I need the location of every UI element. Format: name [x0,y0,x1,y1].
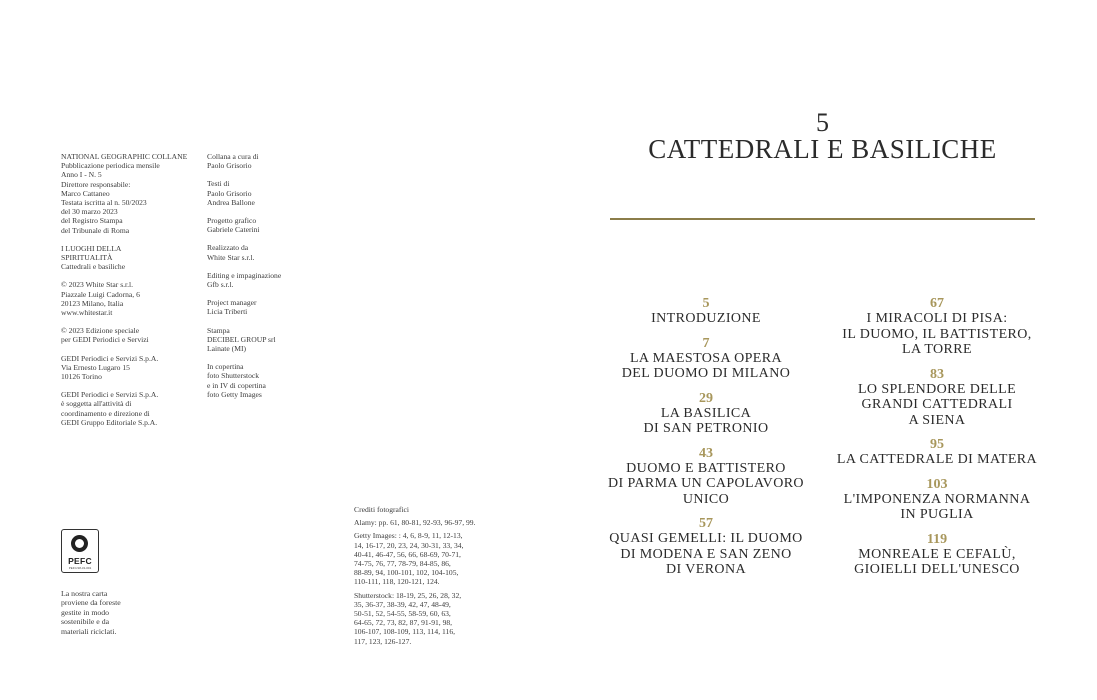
toc-chapter-title: DI VERONA [666,562,746,577]
paper-note-line: materiali riciclati. [61,626,117,636]
toc-chapter-title: DI SAN PETRONIO [643,421,769,436]
imprint-col2-line: Gabriele Caterini [207,225,260,235]
toc-chapter-title: LA BASILICA [660,405,752,421]
toc-chapter-title: A SIENA [908,412,966,428]
credits-line: Getty Images: : 4, 6, 8-9, 11, 12-13, [354,531,463,541]
credits-line: 117, 123, 126-127. [354,636,412,646]
credits-line: 88-89, 94, 100-101, 102, 104-105, [354,568,459,578]
toc-chapter-title: DI MODENA E SAN ZENO [620,546,792,562]
imprint-col1-block [61,152,196,235]
imprint-col1-block [61,390,196,427]
toc-page-number: 119 [926,531,948,547]
pefc-tree-circle-icon [71,535,88,552]
imprint-col1-line: è soggetta all'attività di [61,399,132,409]
imprint-col2-block [207,216,317,234]
toc-entry [601,296,811,327]
credits-block [354,531,494,586]
toc-chapter-title: INTRODUZIONE [651,311,761,326]
credits-line: 110-111, 118, 120-121, 124. [354,577,440,587]
toc-chapter-title: I MIRACOLI DI PISA: [866,311,1008,326]
toc-entry [832,477,1042,523]
imprint-col1-line: Piazzale Luigi Cadorna, 6 [61,289,140,299]
credits-line: Crediti fotografici [354,505,410,514]
imprint-col2-block [207,152,317,170]
imprint-col1-line: GEDI Periodici e Servizi S.p.A. [61,353,159,363]
toc-page-number: 29 [699,390,713,406]
toc-chapter-title: IL DUOMO, IL BATTISTERO, [842,326,1032,342]
toc-chapter-title: LA TORRE [902,342,972,357]
imprint-col1-line: Cattedrali e basiliche [61,262,126,272]
title-divider [610,218,1035,220]
toc-entry [832,367,1042,429]
imprint-col1-line: Via Ernesto Lugaro 15 [61,362,130,372]
toc-page-number: 95 [930,437,944,452]
imprint-col2-line: Paolo Grisorio [207,161,252,171]
credits-line: Shutterstock: 18-19, 25, 26, 28, 32, [354,590,462,600]
imprint-col2-line: Gfb s.r.l. [207,280,234,290]
imprint-col1-block [61,354,196,382]
toc-entry [601,391,811,437]
toc-entry [832,532,1042,578]
paper-note [61,589,161,636]
imprint-col1-line: Marco Cattaneo [61,188,110,198]
credits-line: 74-75, 76, 77, 78-79, 84-85, 86, [354,559,451,569]
credits-block [354,591,494,646]
imprint-col2-block [207,362,317,399]
pefc-logo-label: PEFC [68,556,92,566]
toc-entry [832,437,1042,468]
toc-entry [601,336,811,382]
toc-chapter-title: QUASI GEMELLI: IL DUOMO [609,531,803,546]
toc-entry [601,446,811,508]
credits-line: 106-107, 108-109, 113, 114, 116, [354,627,456,637]
imprint-col1-line: 10126 Torino [61,372,102,382]
imprint-col2-block [207,271,317,289]
imprint-col1-line: GEDI Periodici e Servizi S.p.A. [61,390,159,400]
imprint-col2-block [207,326,317,354]
credits-line: 35, 36-37, 38-39, 42, 47, 48-49, [354,599,451,609]
imprint-col2-line: Project manager [207,298,257,308]
credits-line: 40-41, 46-47, 56, 66, 68-69, 70-71, [354,549,461,559]
imprint-column-2 [207,152,317,408]
paper-note-line: La nostra carta [61,589,108,598]
paper-note-line: proviene da foreste [61,598,121,608]
toc-page-number: 83 [930,366,944,382]
volume-number: 5 [816,108,829,137]
toc-chapter-title: GRANDI CATTEDRALI [861,397,1013,412]
imprint-col1-block [61,280,196,317]
imprint-col1-line: Testata iscritta al n. 50/2023 [61,198,147,208]
toc-chapter-title: LO SPLENDORE DELLE [857,381,1017,397]
imprint-col2-line: Testi di [207,179,230,189]
toc-chapter-title: DEL DUOMO DI MILANO [621,366,791,381]
imprint-col1-line: 20123 Milano, Italia [61,298,124,308]
imprint-col2-line: foto Shutterstock [207,371,260,381]
toc-page-number: 43 [699,445,713,461]
toc-chapter-title: LA CATTEDRALE DI MATERA [836,452,1038,467]
toc-page-number: 57 [699,516,713,531]
toc-chapter-title: LA MAESTOSA OPERA [629,350,783,366]
imprint-col1-line: Direttore responsabile: [61,179,131,189]
imprint-col2-block [207,179,317,207]
imprint-col2-line: White Star s.r.l. [207,252,255,262]
imprint-col1-line: SPIRITUALITÀ [61,253,113,263]
imprint-col1-block [61,244,196,272]
toc-chapter-title: GIOIELLI DELL'UNESCO [854,562,1020,577]
imprint-col2-block [207,243,317,261]
imprint-col2-line: Paolo Grisorio [207,188,252,198]
imprint-col2-line: DECIBEL GROUP srl [207,334,276,344]
imprint-col1-line: per GEDI Periodici e Servizi [61,335,149,345]
imprint-col2-line: In copertina [207,362,244,372]
contents-page [548,0,1097,700]
imprint-col1-line: Pubblicazione periodica mensile [61,161,160,171]
photo-credits [354,505,494,650]
credits-line: Alamy: pp. 61, 80-81, 92-93, 96-97, 99. [354,518,476,528]
imprint-col1-line: GEDI Gruppo Editoriale S.p.A. [61,417,158,427]
toc-left-column [601,296,811,587]
imprint-col1-line: © 2023 Edizione speciale [61,326,140,336]
imprint-col1-line: NATIONAL GEOGRAPHIC COLLANE [61,152,188,161]
pefc-logo-icon [61,529,99,573]
imprint-col2-line: Realizzato da [207,243,249,253]
imprint-col2-line: Progetto grafico [207,216,257,226]
imprint-col2-line: Andrea Ballone [207,197,255,207]
paper-note-line: sostenibile e da [61,617,110,627]
toc-chapter-title: DUOMO E BATTISTERO [626,460,786,476]
imprint-col2-line: Stampa [207,325,230,335]
imprint-column-1 [61,152,196,436]
credits-line: 14, 16-17, 20, 23, 24, 30-31, 33, 34, [354,540,464,550]
toc-entry [832,296,1042,358]
credits-block [354,505,494,514]
imprint-col1-line: I LUOGHI DELLA [61,243,122,253]
toc-chapter-title: L'IMPONENZA NORMANNA [843,491,1031,507]
toc-entry [601,516,811,578]
toc-page-number: 5 [702,296,710,311]
credits-line: 64-65, 72, 73, 82, 87, 91-91, 98, [354,618,453,628]
imprint-col1-line: del 30 marzo 2023 [61,207,118,217]
imprint-col1-block [61,326,196,344]
imprint-col2-line: Collana a cura di [207,152,259,161]
toc-page-number: 7 [702,335,710,351]
imprint-col1-line: del Tribunale di Roma [61,225,130,235]
imprint-col2-line: e in IV di copertina [207,380,266,390]
credits-line: 50-51, 52, 54-55, 58-59, 60, 63, [354,609,451,619]
imprint-col1-line: del Registro Stampa [61,216,123,226]
toc-chapter-title: UNICO [682,491,730,507]
imprint-col1-line: © 2023 White Star s.r.l. [61,280,134,290]
imprint-col2-line: Lainate (MI) [207,344,247,354]
toc-chapter-title: DI PARMA UN CAPOLAVORO [608,476,804,491]
toc-right-column [832,296,1042,587]
credits-block [354,518,494,527]
toc-page-number: 103 [926,476,948,492]
imprint-col2-line: foto Getty Images [207,389,262,399]
imprint-col2-line: Editing e impaginazione [207,270,282,280]
toc-page-number: 67 [930,296,944,311]
toc-chapter-title: MONREALE E CEFALÙ, [858,546,1016,562]
imprint-col2-block [207,298,317,316]
pefc-logo-code: PEFC/18-31-001 [68,566,92,570]
imprint-col1-line: Anno I - N. 5 [61,170,102,180]
imprint-col1-line: www.whitestar.it [61,308,113,318]
imprint-col1-line: coordinamento e direzione di [61,408,150,418]
paper-note-line: gestite in modo [61,607,110,617]
imprint-col2-line: Licia Triberti [207,307,248,317]
volume-title: CATTEDRALI E BASILICHE [648,134,997,164]
toc-chapter-title: IN PUGLIA [900,507,974,522]
